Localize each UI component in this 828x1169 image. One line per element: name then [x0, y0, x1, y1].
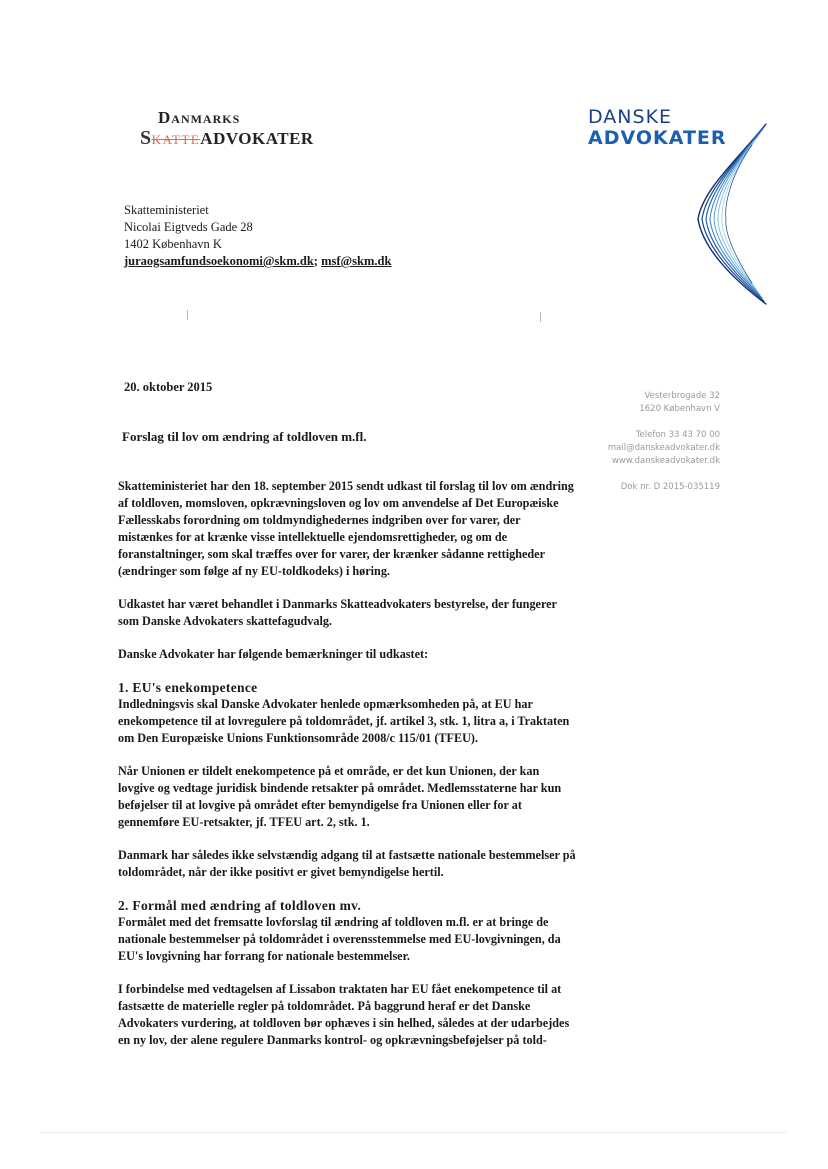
email-separator: ;	[313, 254, 318, 268]
recipient-email-link-1[interactable]: juraogsamfundsoekonomi@skm.dk	[124, 254, 314, 268]
recipient-city: 1402 København K	[124, 237, 222, 251]
section-heading: 2. Formål med ændring af toldloven mv.	[118, 898, 362, 913]
letter-date: 20. oktober 2015	[124, 380, 213, 394]
paragraph: Indledningsvis skal Danske Advokater henlede opmærksomheden på, at EU har enekompetence til at lovregulere på toldområdet, jf. artikel 3, stk. 1, litra a, i Traktaten om Den Europæiske Unions Funktionsområde 2008/c 115/01 (TFEU).	[118, 697, 570, 745]
contact-email[interactable]: mail@danskeadvokater.dk	[607, 443, 720, 453]
paragraph: Skatteministeriet har den 18. september 2015 sendt udkast til forslag til lov om ændring af toldloven, momsloven, opkrævningsloven og lov om anvendelse af Det Europæiske Fællesskabs forordning om toldmyndighedernes indgriben over for varer, der mistænkes for at krænke visse intellektuelle ejendomsrettigheder, og om de foranstaltninger, som skal træffes over for varer, der krænker sådanne rettigheder (ændringer som følge af ny EU-toldkodeks) i høring.	[118, 479, 574, 578]
logo-left-line1: Danmarks	[158, 108, 241, 127]
logo-left-advokater: ADVOKATER	[200, 129, 314, 148]
paragraph: Formålet med det fremsatte lovforslag til ændring af toldloven m.fl. er at bringe de nationale bestemmelser på toldområdet i overensstemmelse med EU-lovgivningen, da EU's lovgivning har forrang for nationale bestemmelser.	[118, 915, 561, 963]
recipient-emails	[124, 253, 391, 270]
contact-phone: Telefon 33 43 70 00	[635, 430, 720, 440]
sender-contact-info	[560, 390, 720, 494]
section-heading: 1. EU's enekompetence	[118, 680, 258, 695]
document-number: Dok nr. D 2015-035119	[620, 482, 720, 492]
paragraph: Danske Advokater har følgende bemærkninger til udkastet:	[118, 647, 429, 661]
logo-right-line2: ADVOKATER	[588, 127, 727, 149]
paragraph: Udkastet har været behandlet i Danmarks Skatteadvokaters bestyrelse, der fungerer som Danske Advokaters skattefagudvalg.	[118, 597, 557, 628]
scan-edge	[40, 1132, 788, 1133]
letter-body	[118, 478, 578, 1065]
logo-right-line1: DANSKE	[588, 106, 673, 128]
logo-left-line2	[140, 128, 360, 150]
section-2	[118, 897, 578, 1049]
recipient-street: Nicolai Eigtveds Gade 28	[124, 220, 253, 234]
contact-address-line2: 1620 København V	[639, 404, 720, 414]
section-1	[118, 679, 578, 881]
danmarks-skatteadvokater-logo	[140, 108, 360, 150]
recipient-address	[124, 202, 391, 270]
danske-advokater-logo	[588, 107, 768, 307]
paragraph: Danmark har således ikke selvstændig adgang til at fastsætte nationale bestemmelser på toldområdet, når der ikke positivt er givet bemyndigelse hertil.	[118, 848, 576, 879]
swoosh-icon	[688, 119, 768, 309]
recipient-name: Skatteministeriet	[124, 203, 209, 217]
scan-mark	[187, 310, 188, 320]
scan-mark	[540, 312, 541, 322]
logo-left-s: S	[140, 127, 152, 149]
contact-web[interactable]: www.danskeadvokater.dk	[611, 456, 720, 466]
paragraph: I forbindelse med vedtagelsen af Lissabon traktaten har EU fået enekompetence til at fastsætte de materielle regler på toldområdet. På baggrund heraf er det Danske Advokaters vurdering, at toldloven bør ophæves i sin helhed, således at der udarbejdes en ny lov, der alene regulere Danmarks kontrol- og opkrævningsbeføjelser på told-	[118, 982, 570, 1047]
contact-address-line1: Vesterbrogade 32	[644, 391, 720, 401]
logo-left-katte: KATTE	[151, 132, 201, 147]
recipient-email-link-2[interactable]: msf@skm.dk	[321, 254, 392, 268]
letter-subject: Forslag til lov om ændring af toldloven m.fl.	[122, 429, 367, 444]
paragraph: Når Unionen er tildelt enekompetence på et område, er det kun Unionen, der kan lovgive og vedtage juridisk bindende retsakter på området. Medlemsstaterne har kun beføjelser til at lovgive på området efter bemyndigelse fra Unionen eller for at gennemføre EU-retsakter, jf. TFEU art. 2, stk. 1.	[118, 764, 562, 829]
